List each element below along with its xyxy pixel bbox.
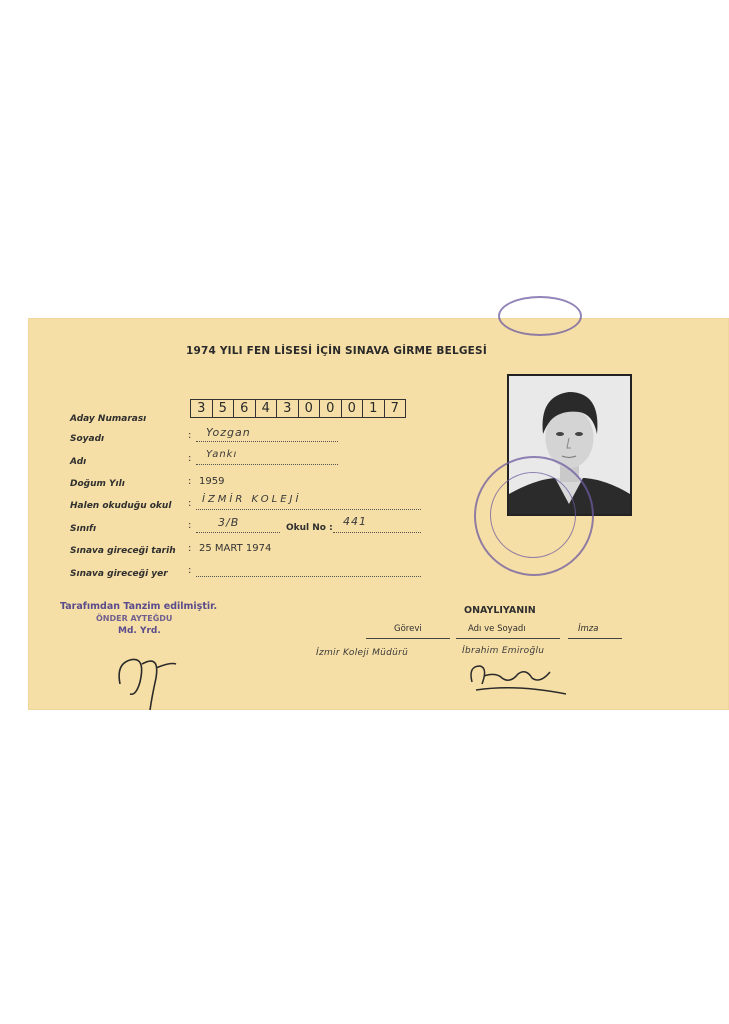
digit-box: 6 (234, 399, 256, 418)
issuer-stamp-line3: Md. Yrd. (118, 626, 161, 636)
document-title: 1974 YILI FEN LİSESİ İÇİN SINAVA GİRME BELGESİ (186, 345, 487, 357)
digit-box: 7 (385, 399, 407, 418)
colon: : (188, 543, 192, 554)
dotted-line (196, 464, 338, 465)
digit-box: 0 (320, 399, 342, 418)
adi-soyadi-value: İbrahim Emiroğlu (462, 646, 545, 656)
underline (366, 638, 450, 639)
col-gorevi: Görevi (394, 624, 422, 634)
candidate-number-boxes (190, 399, 406, 418)
digit-box: 3 (277, 399, 299, 418)
digit-box: 3 (190, 399, 213, 418)
dotted-line (196, 441, 338, 442)
sinifi-value: 3/B (218, 516, 240, 529)
label-sinifi: Sınıfı (70, 524, 97, 534)
colon: : (188, 498, 192, 509)
label-sinav-tarihi: Sınava gireceği tarih (70, 546, 176, 556)
approval-heading: ONAYLIYANIN (464, 605, 536, 616)
official-stamp-inner (490, 472, 576, 558)
issuer-stamp-line2: ÖNDER AYTEĞDU (96, 614, 173, 623)
digit-box: 4 (256, 399, 278, 418)
digit-box: 1 (363, 399, 385, 418)
okul-value: İZMİR KOLEJİ (202, 494, 302, 505)
digit-box: 0 (299, 399, 321, 418)
label-adi: Adı (70, 457, 87, 467)
label-sinav-yeri: Sınava gireceği yer (70, 569, 168, 579)
dotted-line (196, 576, 421, 577)
digit-box: 5 (213, 399, 235, 418)
approver-signature (466, 654, 576, 700)
colon: : (188, 476, 192, 487)
issuer-stamp-line1: Tarafımdan Tanzim edilmiştir. (60, 601, 218, 612)
label-okul-no: Okul No : (286, 523, 333, 533)
underline (456, 638, 560, 639)
exam-entry-document (28, 318, 729, 710)
colon: : (188, 565, 192, 576)
soyadi-value: Yozgan (206, 426, 251, 439)
colon: : (188, 453, 192, 464)
colon: : (188, 430, 192, 441)
dotted-line (196, 532, 280, 533)
gorevi-value: İzmir Koleji Müdürü (316, 648, 409, 658)
label-okul: Halen okuduğu okul (70, 501, 172, 511)
issuer-signature (112, 634, 182, 712)
colon: : (188, 520, 192, 531)
col-adi-soyadi: Adı ve Soyadı (468, 624, 526, 634)
okul-no-value: 441 (343, 515, 367, 528)
dotted-line (333, 532, 421, 533)
dogum-yili-value: 1959 (199, 476, 225, 487)
digit-box: 0 (342, 399, 364, 418)
adi-value: Yankı (206, 449, 238, 460)
sinav-tarihi-value: 25 MART 1974 (199, 543, 272, 554)
label-dogum-yili: Doğum Yılı (70, 479, 125, 489)
underline (568, 638, 622, 639)
label-soyadi: Soyadı (70, 434, 105, 444)
label-aday-numarasi: Aday Numarası (70, 414, 147, 424)
dotted-line (196, 509, 421, 510)
col-imza: İmza (578, 624, 599, 634)
top-stamp (498, 296, 582, 336)
